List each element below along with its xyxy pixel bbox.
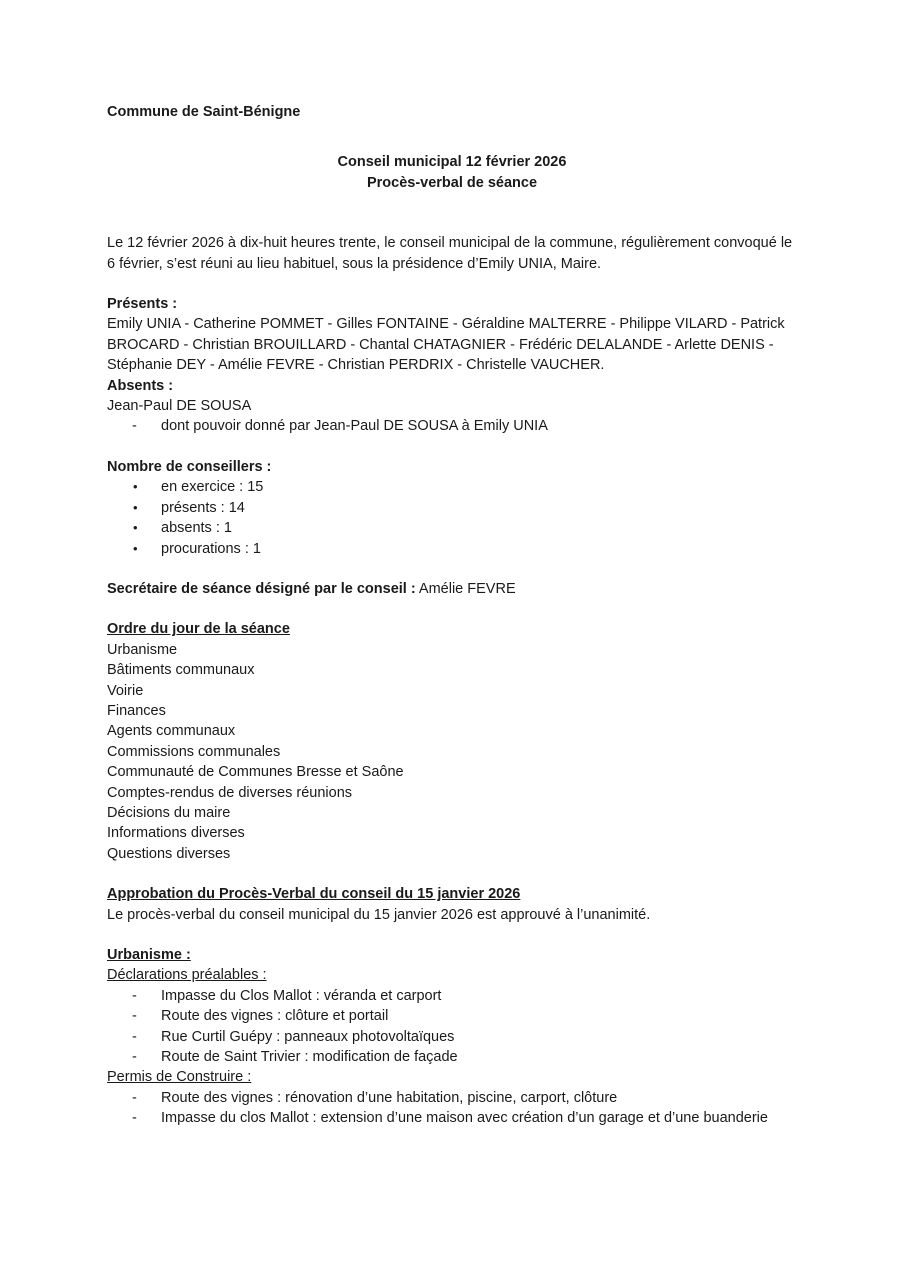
urbanisme-label: Urbanisme : bbox=[107, 947, 191, 963]
document-body bbox=[107, 102, 797, 1129]
agenda-label: Ordre du jour de la séance bbox=[107, 621, 290, 638]
permis-list bbox=[107, 1088, 797, 1129]
list-item: - Route des vignes : clôture et portail bbox=[107, 1006, 797, 1026]
presents-list: Emily UNIA - Catherine POMMET - Gilles FONTAINE - Géraldine MALTERRE - Philippe VILARD - Patrick BROCARD - Christian BROUILLARD - Chantal CHATAGNIER - Frédéric DELALANDE - Arlette DENIS - Stéphanie DEY - Amélie FEVRE - Christian PERDRIX - Christelle VAUCHER. bbox=[107, 316, 785, 374]
list-item: Questions diverses bbox=[107, 845, 231, 862]
intro-paragraph: Le 12 février 2026 à dix-huit heures trente, le conseil municipal de la commune, régulièrement convoqué le 6 février, s’est réuni au lieu habituel, sous la présidence d’Emily UNIA, Maire. bbox=[107, 235, 793, 272]
list-item: - dont pouvoir donné par Jean-Paul DE SOUSA à Emily UNIA bbox=[107, 416, 797, 436]
list-item: Informations diverses bbox=[107, 825, 245, 842]
declarations-label: Déclarations préalables : bbox=[107, 967, 267, 984]
agenda-list bbox=[107, 640, 797, 864]
counts-list bbox=[107, 477, 797, 559]
list-item: Voirie bbox=[107, 682, 144, 699]
counts-label: Nombre de conseillers : bbox=[107, 458, 272, 475]
list-item: Urbanisme bbox=[107, 641, 178, 658]
secretary-label: Secrétaire de séance désigné par le conseil : bbox=[107, 580, 416, 597]
absents-details bbox=[107, 416, 797, 436]
secretary-name: Amélie FEVRE bbox=[418, 580, 516, 597]
declarations-list bbox=[107, 986, 797, 1068]
list-item: - Impasse du clos Mallot : extension d’une maison avec création d’un garage et d’une buanderie bbox=[107, 1108, 797, 1128]
list-item: - Rue Curtil Guépy : panneaux photovoltaïques bbox=[107, 1027, 797, 1047]
commune-name: Commune de Saint-Bénigne bbox=[107, 104, 301, 120]
document-title: Conseil municipal 12 février 2026 bbox=[337, 154, 567, 171]
list-item: Communauté de Communes Bresse et Saône bbox=[107, 764, 404, 781]
absents-names: Jean-Paul DE SOUSA bbox=[107, 398, 252, 415]
list-item: Finances bbox=[107, 702, 166, 719]
list-item: Commissions communales bbox=[107, 743, 281, 760]
absents-label: Absents : bbox=[107, 377, 174, 394]
presents-label: Présents : bbox=[107, 296, 178, 313]
list-item: Agents communaux bbox=[107, 723, 236, 740]
list-item: • en exercice : 15 bbox=[107, 477, 797, 497]
list-item: - Route des vignes : rénovation d’une habitation, piscine, carport, clôture bbox=[107, 1088, 797, 1108]
approval-label: Approbation du Procès-Verbal du conseil du 15 janvier 2026 bbox=[107, 886, 521, 903]
list-item: Décisions du maire bbox=[107, 804, 231, 821]
secretary-line bbox=[107, 579, 797, 599]
list-item: Comptes-rendus de diverses réunions bbox=[107, 784, 353, 801]
list-item: • présents : 14 bbox=[107, 498, 797, 518]
list-item: - Route de Saint Trivier : modification de façade bbox=[107, 1047, 797, 1067]
list-item: Bâtiments communaux bbox=[107, 662, 255, 679]
list-item: • procurations : 1 bbox=[107, 539, 797, 559]
list-item: - Impasse du Clos Mallot : véranda et carport bbox=[107, 986, 797, 1006]
document-subtitle: Procès-verbal de séance bbox=[366, 174, 538, 191]
list-item: • absents : 1 bbox=[107, 518, 797, 538]
approval-text: Le procès-verbal du conseil municipal du 15 janvier 2026 est approuvé à l’unanimité. bbox=[107, 906, 651, 923]
permis-label: Permis de Construire : bbox=[107, 1069, 252, 1086]
